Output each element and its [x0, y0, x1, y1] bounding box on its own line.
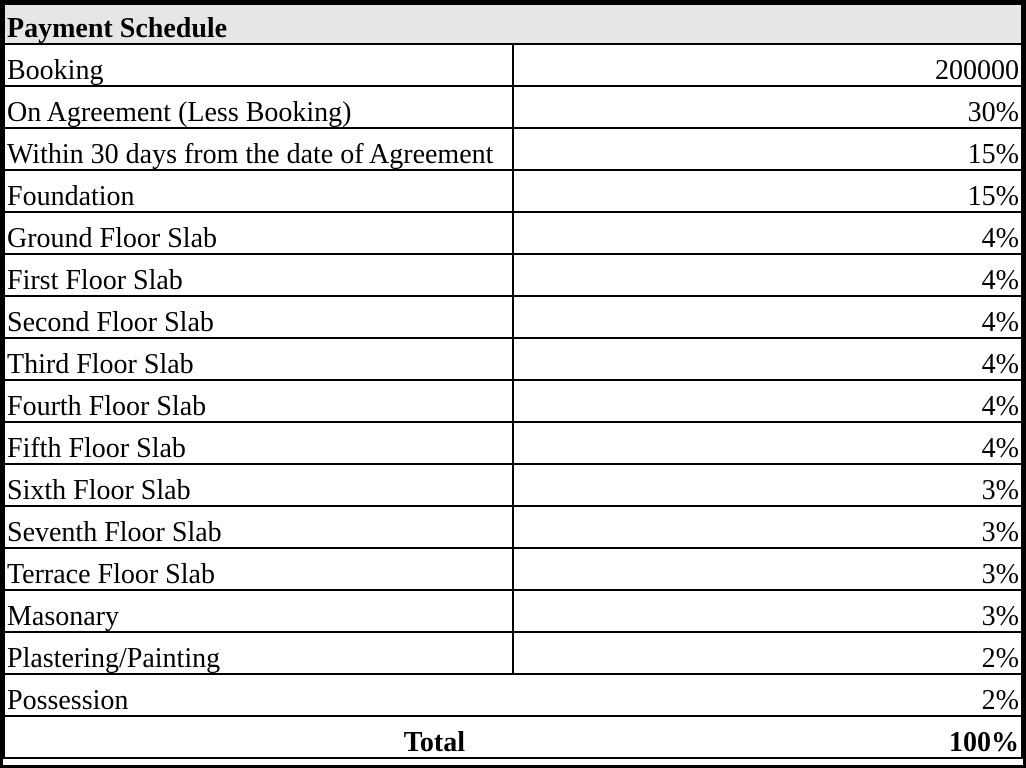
row-value: 3% [513, 590, 1022, 632]
row-label: On Agreement (Less Booking) [4, 86, 513, 128]
row-label: Masonary [4, 590, 513, 632]
row-label: Fourth Floor Slab [4, 380, 513, 422]
table-row [4, 170, 1022, 212]
row-value: 4% [513, 296, 1022, 338]
schedule-rows [4, 44, 1022, 674]
row-value: 15% [513, 170, 1022, 212]
row-label: Seventh Floor Slab [4, 506, 513, 548]
table-row [4, 338, 1022, 380]
row-value: 2% [513, 632, 1022, 674]
total-value: 100% [513, 716, 1022, 758]
table-row [4, 212, 1022, 254]
table-row [4, 464, 1022, 506]
table-row [4, 254, 1022, 296]
total-label: Total [4, 716, 513, 758]
row-label: Fifth Floor Slab [4, 422, 513, 464]
table-row [4, 632, 1022, 674]
table-row [4, 44, 1022, 86]
total-row [4, 716, 1022, 758]
payment-schedule-table [3, 3, 1023, 759]
row-value: 2% [513, 674, 1022, 716]
row-value: 3% [513, 506, 1022, 548]
row-value: 4% [513, 338, 1022, 380]
row-label: Foundation [4, 170, 513, 212]
row-label: Booking [4, 44, 513, 86]
row-label: Possession [4, 674, 513, 716]
table-row [4, 548, 1022, 590]
table-row [4, 380, 1022, 422]
table-row [4, 506, 1022, 548]
row-value: 200000 [513, 44, 1022, 86]
row-label: Sixth Floor Slab [4, 464, 513, 506]
row-label: Within 30 days from the date of Agreement [4, 128, 513, 170]
row-label: First Floor Slab [4, 254, 513, 296]
header-row [4, 4, 1022, 44]
row-value: 4% [513, 254, 1022, 296]
row-value: 30% [513, 86, 1022, 128]
row-label: Plastering/Painting [4, 632, 513, 674]
row-value: 15% [513, 128, 1022, 170]
table-row [4, 422, 1022, 464]
table-row [4, 128, 1022, 170]
row-label: Third Floor Slab [4, 338, 513, 380]
table-row [4, 86, 1022, 128]
row-value: 4% [513, 422, 1022, 464]
row-value: 4% [513, 380, 1022, 422]
row-value: 3% [513, 548, 1022, 590]
row-value: 4% [513, 212, 1022, 254]
row-label: Terrace Floor Slab [4, 548, 513, 590]
row-label: Ground Floor Slab [4, 212, 513, 254]
row-value: 3% [513, 464, 1022, 506]
row-label: Second Floor Slab [4, 296, 513, 338]
table-title: Payment Schedule [4, 4, 1022, 44]
table-row [4, 590, 1022, 632]
table-row [4, 296, 1022, 338]
possession-row [4, 674, 1022, 716]
